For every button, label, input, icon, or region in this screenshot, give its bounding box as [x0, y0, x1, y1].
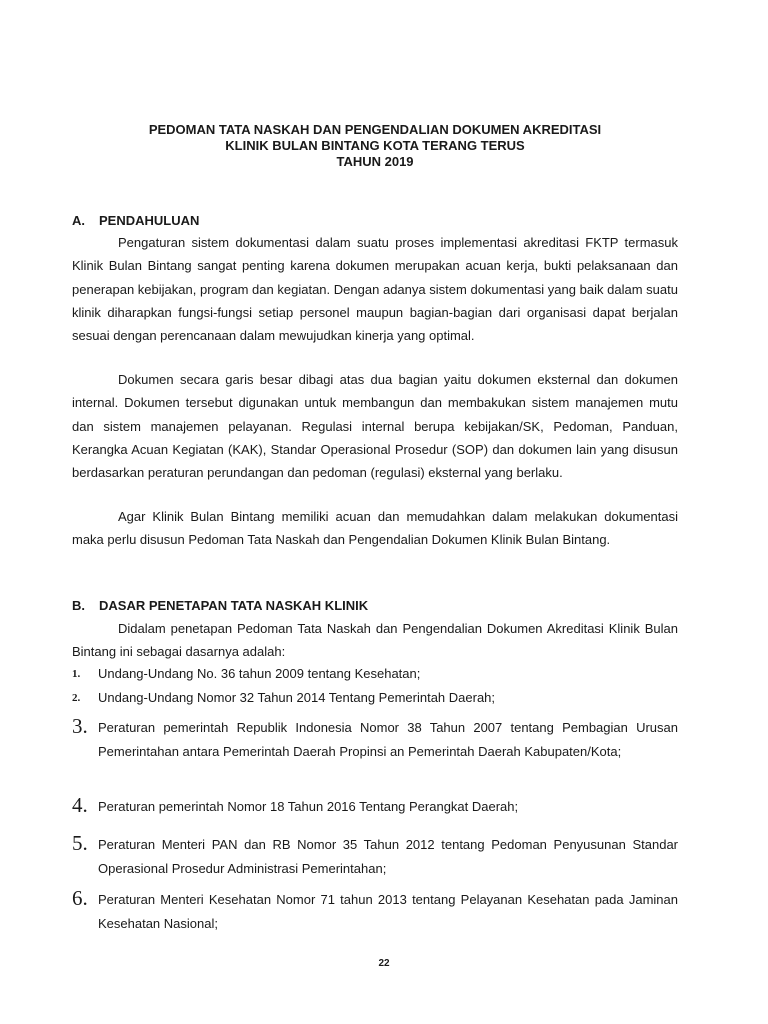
legal-basis-list-small: [72, 662, 678, 709]
list-item-number: 5.: [72, 831, 88, 855]
legal-basis-item-6: [72, 888, 678, 935]
section-b-title: DASAR PENETAPAN TATA NASKAH KLINIK: [99, 598, 369, 613]
section-a-heading: [72, 213, 199, 229]
legal-basis-item-5: [72, 833, 678, 880]
section-b-letter: B.: [72, 598, 85, 613]
list-item-text: Peraturan pemerintah Nomor 18 Tahun 2016 Tentang Perangkat Daerah;: [98, 799, 519, 814]
list-item-number: 4.: [72, 793, 88, 817]
title-line-2: KLINIK BULAN BINTANG KOTA TERANG TERUS: [225, 138, 525, 153]
list-item-text: Undang-Undang No. 36 tahun 2009 tentang Kesehatan;: [98, 666, 421, 681]
list-item-text: Peraturan pemerintah Republik Indonesia Nomor 38 Tahun 2007 tentang Pembagian Urusan Pemerintahan antara Pemerintah Daerah Propinsi an Pemerintah Daerah Kabupaten/Kota;: [98, 720, 678, 759]
document-title: [70, 122, 680, 170]
section-b-intro: Didalam penetapan Pedoman Tata Naskah dan Pengendalian Dokumen Akreditasi Klinik Bulan Bintang ini sebagai dasarnya adalah:: [72, 621, 678, 660]
title-line-3: TAHUN 2019: [336, 154, 414, 169]
list-item-text: Peraturan Menteri Kesehatan Nomor 71 tahun 2013 tentang Pelayanan Kesehatan pada Jaminan Kesehatan Nasional;: [98, 892, 678, 931]
list-item: [72, 686, 678, 710]
list-item: [72, 662, 678, 686]
list-item: [72, 716, 678, 763]
section-a-letter: A.: [72, 213, 85, 228]
title-line-1: PEDOMAN TATA NASKAH DAN PENGENDALIAN DOKUMEN AKREDITASI: [148, 122, 602, 137]
page-number: 22: [378, 958, 390, 969]
list-item-number: 6.: [72, 886, 88, 910]
list-item: [72, 833, 678, 880]
section-a-paragraph-2: Dokumen secara garis besar dibagi atas dua bagian yaitu dokumen eksternal dan dokumen internal. Dokumen tersebut digunakan untuk membangun dan membakukan sistem manajemen mutu dan sistem manajemen pelayanan. Regulasi internal berupa kebijakan/SK, Pedoman, Panduan, Kerangka Acuan Kegiatan (KAK), Standar Operasional Prosedur (SOP) dan dokumen lain yang disusun berdasarkan peraturan perundangan dan pedoman (regulasi) eksternal yang berlaku.: [72, 372, 678, 481]
list-item: [72, 888, 678, 935]
section-b-heading: [72, 598, 368, 614]
list-item-text: Peraturan Menteri PAN dan RB Nomor 35 Tahun 2012 tentang Pedoman Penyusunan Standar Operasional Prosedur Administrasi Pemerintahan;: [98, 837, 678, 876]
list-item-text: Undang-Undang Nomor 32 Tahun 2014 Tentang Pemerintah Daerah;: [98, 689, 496, 705]
legal-basis-item-4: [72, 795, 678, 819]
legal-basis-item-3: [72, 716, 678, 763]
section-a-title: PENDAHULUAN: [99, 213, 200, 228]
list-item-number: 2.: [72, 691, 81, 704]
list-item: [72, 795, 678, 819]
list-item-number: 1.: [72, 668, 81, 680]
list-item-number: 3.: [72, 714, 88, 738]
section-a-paragraph-3: Agar Klinik Bulan Bintang memiliki acuan dan memudahkan dalam melakukan dokumentasi maka perlu disusun Pedoman Tata Naskah dan Pengendalian Dokumen Klinik Bulan Bintang.: [72, 509, 678, 548]
section-a-paragraph-1: Pengaturan sistem dokumentasi dalam suatu proses implementasi akreditasi FKTP termasuk Klinik Bulan Bintang sangat penting karena dokumen merupakan acuan kerja, bukti pelaksanaan dan penerapan kebijakan, program dan kegiatan. Dengan adanya sistem dokumentasi yang baik dalam suatu klinik diharapkan fungsi-fungsi setiap personel maupun bagian-bagian dari organisasi dapat berjalan sesuai dengan perencanaan dalam mewujudkan kinerja yang optimal.: [72, 235, 678, 344]
